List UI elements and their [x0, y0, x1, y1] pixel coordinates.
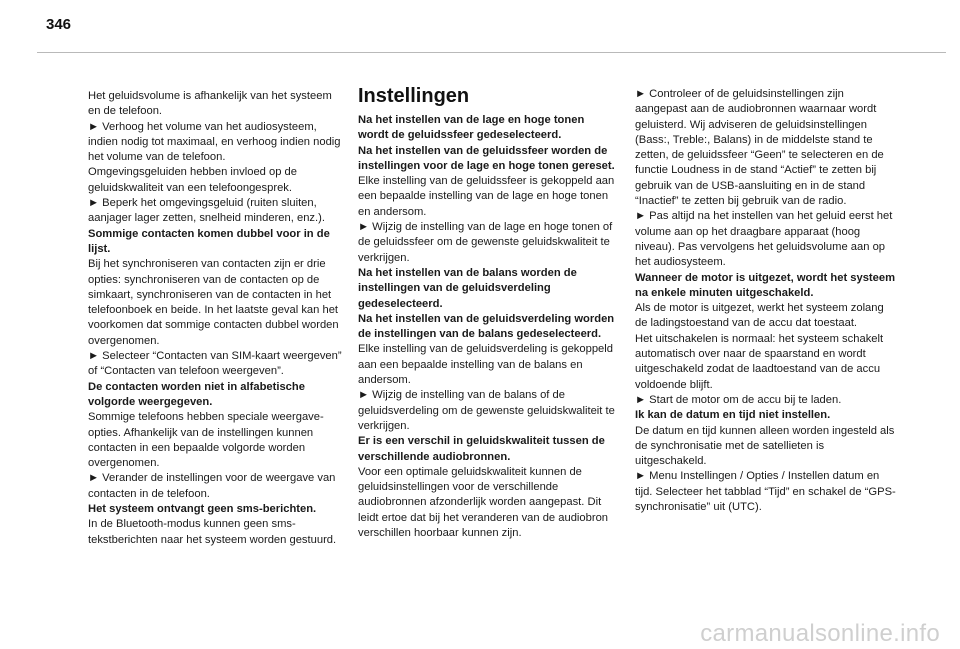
- paragraph: Als de motor is uitgezet, werkt het systeem zolang de ladingstoestand van de accu dat toestaat.: [635, 302, 884, 330]
- column-1: [88, 89, 346, 548]
- page-number: 346: [46, 16, 72, 33]
- paragraph: Omgevingsgeluiden hebben invloed op de geluidskwaliteit van een telefoongesprek.: [88, 166, 297, 194]
- instruction: ► Start de motor om de accu bij te laden.: [635, 393, 842, 406]
- instruction: ► Wijzig de instelling van de balans of de geluidsverdeling om de gewenste geluidskwaliteit te verkrijgen.: [358, 389, 615, 432]
- column-3: [635, 87, 897, 515]
- paragraph: De datum en tijd kunnen alleen worden ingesteld als de synchronisatie met de satellieten is uitgeschakeld.: [635, 424, 895, 468]
- instruction: ► Selecteer “Contacten van SIM-kaart weergeven” of “Contacten van telefoon weergeven”.: [88, 350, 342, 378]
- paragraph: In de Bluetooth-modus kunnen geen sms-tekstberichten naar het systeem worden gestuurd.: [88, 518, 337, 546]
- question-heading: Het systeem ontvangt geen sms-berichten.: [88, 503, 317, 516]
- question-heading: Ik kan de datum en tijd niet instellen.: [635, 409, 831, 422]
- paragraph: Sommige telefoons hebben speciale weergave-opties. Afhankelijk van de instellingen kunnen contacten in een bepaalde volgorde worden overgenomen.: [88, 411, 324, 470]
- question-heading: Sommige contacten komen dubbel voor in de lijst.: [88, 227, 330, 255]
- watermark: carmanualsonline.info: [700, 620, 940, 647]
- paragraph: Bij het synchroniseren van contacten zijn er drie opties: synchroniseren van de contacten op de simkaart, synchroniseren van de contacten in het telefoonboek en beide. In het laatste geval kan het voorkomen dat sommige contacten dubbel worden overgenomen.: [88, 258, 339, 347]
- question-heading: Wanneer de motor is uitgezet, wordt het systeem na enkele minuten uitgeschakeld.: [635, 271, 896, 299]
- paragraph: Elke instelling van de geluidssfeer is gekoppeld aan een bepaalde instelling van de lage en hoge tonen en andersom.: [358, 175, 615, 218]
- question-heading: Na het instellen van de geluidssfeer worden de instellingen voor de lage en hoge tonen gereset.: [358, 144, 615, 172]
- paragraph: Het uitschakelen is normaal: het systeem schakelt automatisch over naar de spaarstand en wordt uitgeschakeld zodat de laadtoestand van de accu voldoende blijft.: [635, 332, 884, 391]
- instruction: ► Menu Instellingen / Opties / Instellen datum en tijd. Selecteer het tabblad “Tijd” en schakel de “GPS-synchronisatie” uit (UTC).: [635, 470, 896, 514]
- question-heading: Na het instellen van de geluidsverdeling worden de instellingen van de balans gedeselecteerd.: [358, 312, 615, 341]
- paragraph: Voor een optimale geluidskwaliteit kunnen de geluidsinstellingen voor de verschillende audiobronnen afzonderlijk worden aangepast. Dit leidt ertoe dat bij het veranderen van de audiobron verschillen hoorbaar kunnen zijn.: [358, 465, 609, 540]
- instruction: ► Verander de instellingen voor de weergave van contacten in de telefoon.: [88, 472, 336, 500]
- header-divider: [37, 52, 946, 53]
- instruction: ► Controleer of de geluidsinstellingen zijn aangepast aan de audiobronnen waarnaar wordt geluisterd. Wij adviseren de geluidsinstellingen (Bass:, Treble:, Balans) in de middelste stand te zetten, de geluidssfeer “Geen” te selecteren en de functie Loudness in de stand “Actief” te zetten bij gebruik van de USB-aansluiting en in de stand “Inactief” te zetten bij gebruik van de radio.: [635, 88, 884, 208]
- instruction: ► Beperk het omgevingsgeluid (ruiten sluiten, aanjager lager zetten, snelheid minderen, enz.).: [88, 197, 325, 225]
- paragraph: Het geluidsvolume is afhankelijk van het systeem en de telefoon.: [88, 90, 332, 118]
- section-title: Instellingen: [358, 85, 470, 107]
- paragraph: Elke instelling van de geluidsverdeling is gekoppeld aan een bepaalde instelling van de balans en andersom.: [358, 343, 613, 387]
- question-heading: Na het instellen van de lage en hoge tonen wordt de geluidssfeer gedeselecteerd.: [358, 114, 585, 142]
- column-2: [358, 85, 616, 541]
- question-heading: Na het instellen van de balans worden de instellingen van de geluidsverdeling gedeselecteerd.: [358, 266, 577, 310]
- instruction: ► Wijzig de instelling van de lage en hoge tonen of de geluidssfeer om de gewenste geluidskwaliteit te verkrijgen.: [358, 221, 613, 264]
- question-heading: De contacten worden niet in alfabetische volgorde weergegeven.: [88, 380, 305, 408]
- instruction: ► Verhoog het volume van het audiosysteem, indien nodig tot maximaal, en verhoog indien nodig het volume van de telefoon.: [88, 120, 341, 164]
- question-heading: Er is een verschil in geluidskwaliteit tussen de verschillende audiobronnen.: [358, 435, 605, 463]
- instruction: ► Pas altijd na het instellen van het geluid eerst het volume aan op het draagbare apparaat (hoog niveau). Pas vervolgens het geluidsvolume aan op het audiosysteem.: [635, 210, 893, 269]
